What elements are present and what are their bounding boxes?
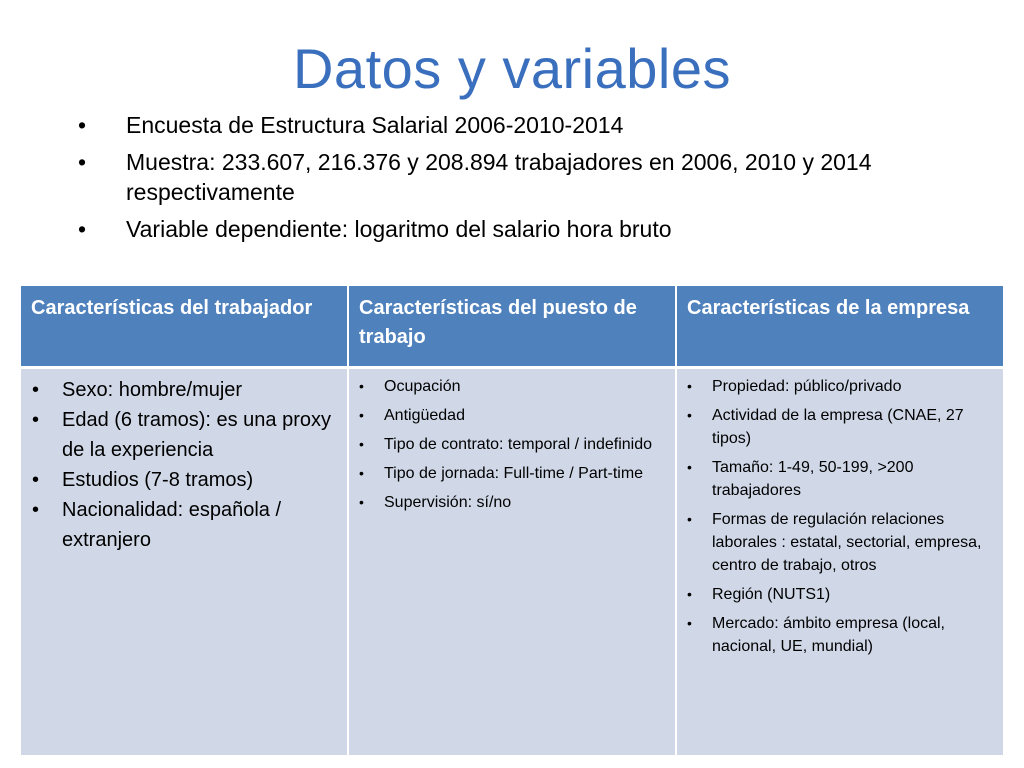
list-item-text: Sexo: hombre/mujer bbox=[62, 379, 243, 401]
list-item-text: Formas de regulación relaciones laborales : estatal, sectorial, empresa, centro de trabajo, otros bbox=[712, 511, 982, 574]
bullet-dot-icon: • bbox=[32, 409, 40, 431]
header-worker: Características del trabajador bbox=[21, 286, 348, 368]
bullet-dot-icon: • bbox=[32, 469, 40, 491]
bullet-dot-icon: • bbox=[77, 149, 87, 175]
header-company: Características de la empresa bbox=[676, 286, 1003, 368]
worker-list bbox=[29, 375, 339, 555]
list-item bbox=[685, 375, 995, 398]
list-item-text: Actividad de la empresa (CNAE, 27 tipos) bbox=[712, 407, 964, 447]
bullet-item bbox=[72, 214, 952, 244]
list-item-text: Tipo de jornada: Full-time / Part-time bbox=[384, 465, 644, 482]
list-item-text: Nacionalidad: española / extranjero bbox=[62, 499, 282, 551]
cell-company bbox=[676, 368, 1003, 756]
bullet-dot-icon: • bbox=[687, 378, 692, 394]
bullet-dot-icon: • bbox=[687, 586, 692, 602]
bullet-text: Variable dependiente: logaritmo del salario hora bruto bbox=[126, 216, 672, 242]
cell-worker bbox=[21, 368, 348, 756]
list-item bbox=[29, 495, 339, 555]
list-item-text: Antigüedad bbox=[384, 407, 465, 424]
bullet-dot-icon: • bbox=[359, 378, 364, 394]
bullet-dot-icon: • bbox=[77, 216, 87, 242]
bullet-dot-icon: • bbox=[359, 465, 364, 481]
list-item bbox=[685, 612, 995, 658]
bullet-dot-icon: • bbox=[359, 494, 364, 510]
list-item bbox=[357, 375, 667, 398]
list-item-text: Tipo de contrato: temporal / indefinido bbox=[384, 436, 653, 453]
bullet-item bbox=[72, 110, 952, 140]
header-job: Características del puesto de trabajo bbox=[348, 286, 676, 368]
list-item bbox=[357, 433, 667, 456]
cell-job bbox=[348, 368, 676, 756]
characteristics-table bbox=[21, 286, 1003, 755]
bullet-text: Encuesta de Estructura Salarial 2006-2010-2014 bbox=[126, 112, 624, 138]
table-body-row bbox=[21, 368, 1003, 756]
list-item bbox=[29, 375, 339, 405]
bullet-dot-icon: • bbox=[32, 379, 40, 401]
list-item bbox=[357, 491, 667, 514]
company-list bbox=[685, 375, 995, 658]
bullet-dot-icon: • bbox=[687, 407, 692, 423]
list-item bbox=[357, 404, 667, 427]
list-item bbox=[357, 462, 667, 485]
list-item bbox=[29, 405, 339, 465]
bullet-dot-icon: • bbox=[359, 436, 364, 452]
bullet-dot-icon: • bbox=[359, 407, 364, 423]
bullet-dot-icon: • bbox=[687, 459, 692, 475]
list-item-text: Ocupación bbox=[384, 378, 461, 395]
list-item-text: Región (NUTS1) bbox=[712, 586, 831, 603]
list-item bbox=[685, 508, 995, 577]
list-item-text: Tamaño: 1-49, 50-199, >200 trabajadores bbox=[712, 459, 914, 499]
list-item-text: Propiedad: público/privado bbox=[712, 378, 902, 395]
slide-title: Datos y variables bbox=[292, 37, 731, 100]
list-item bbox=[685, 404, 995, 450]
bullet-dot-icon: • bbox=[32, 499, 40, 521]
bullet-dot-icon: • bbox=[687, 615, 692, 631]
bullet-item bbox=[72, 147, 952, 207]
list-item bbox=[685, 456, 995, 502]
list-item bbox=[685, 583, 995, 606]
table-header-row bbox=[21, 286, 1003, 368]
list-item-text: Mercado: ámbito empresa (local, nacional, UE, mundial) bbox=[712, 615, 945, 655]
list-item-text: Edad (6 tramos): es una proxy de la experiencia bbox=[62, 409, 332, 461]
bullet-text: Muestra: 233.607, 216.376 y 208.894 trabajadores en 2006, 2010 y 2014 respectivamente bbox=[126, 149, 872, 205]
list-item bbox=[29, 465, 339, 495]
bullet-dot-icon: • bbox=[687, 511, 692, 527]
bullet-dot-icon: • bbox=[77, 112, 87, 138]
intro-bullet-list bbox=[72, 110, 952, 251]
job-list bbox=[357, 375, 667, 514]
list-item-text: Supervisión: sí/no bbox=[384, 494, 512, 511]
list-item-text: Estudios (7-8 tramos) bbox=[62, 469, 254, 491]
